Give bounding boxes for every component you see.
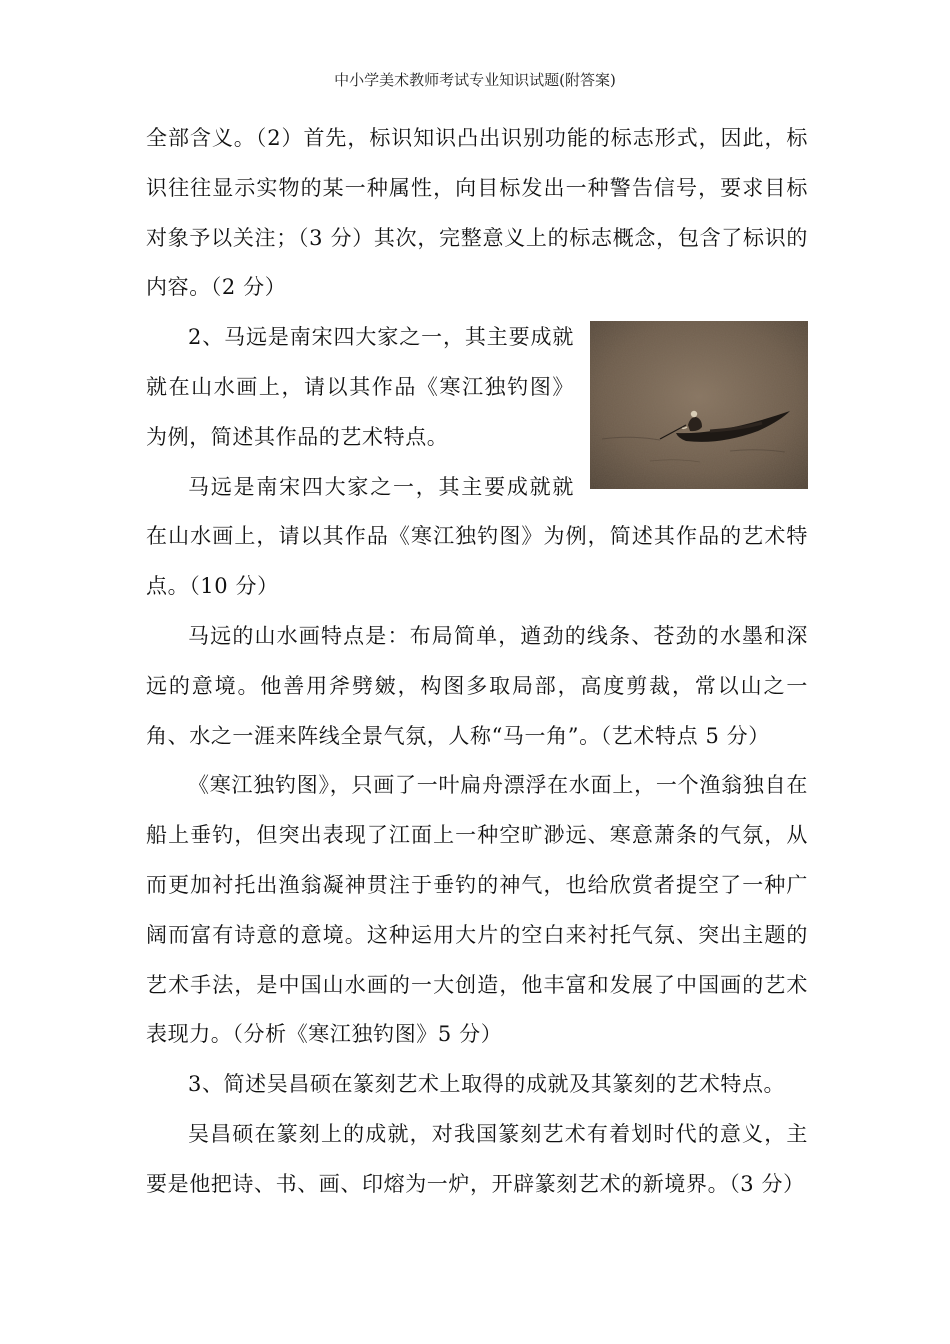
question-3: 3、简述吴昌硕在篆刻艺术上取得的成就及其篆刻的艺术特点。 (188, 1072, 786, 1097)
paragraph-answer-continued: 全部含义。（2）首先，标识知识凸出识别功能的标志形式，因此，标识往往显示实物的某一种属性，向目标发出一种警告信号，要求目标对象予以关注；（3 分）其次，完整意义上的标志概念，包含了标识的内容。（2 分） (146, 126, 808, 300)
paragraph-wu-changshuo: 吴昌硕在篆刻上的成就，对我国篆刻艺术有着划时代的意义，主要是他把诗、书、画、印熔为一炉，开辟篆刻艺术的新境界。（3 分） (146, 1121, 808, 1196)
question-2-restated: 马远是南宋四大家之一，其主要成就就在山水画上，请以其作品《寒江独钓图》为例，简述其作品的艺术特点。（10 分） (146, 474, 808, 599)
document-body (146, 114, 808, 1210)
question-2: 2、马远是南宋四大家之一，其主要成就就在山水画上，请以其作品《寒江独钓图》为例，简述其作品的艺术特点。 (146, 325, 574, 449)
page-header: 中小学美术教师考试专业知识试题(附答案) (334, 71, 616, 89)
paragraph-features: 马远的山水画特点是：布局简单，遒劲的线条、苍劲的水墨和深远的意境。他善用斧劈皴，构图多取局部，高度剪裁，常以山之一角、水之一涯来阵线全景气氛，人称“马一角”。（艺术特点 5 分） (146, 623, 808, 748)
fisherman-head (691, 411, 697, 417)
painting-han-jiang-du-diao-image (590, 321, 808, 489)
paragraph-analysis: 《寒江独钓图》，只画了一叶扁舟漂浮在水面上，一个渔翁独自在船上垂钓，但突出表现了江面上一种空旷渺远、寒意萧条的气氛，从而更加衬托出渔翁凝神贯注于垂钓的神气，也给欣赏者提空了一种广阔而富有诗意的意境。这种运用大片的空白来衬托气氛、突出主题的艺术手法，是中国山水画的一大创造，他丰富和发展了中国画的艺术表现力。（分析《寒江独钓图》5 分） (146, 773, 808, 1047)
painting-svg (590, 321, 808, 489)
